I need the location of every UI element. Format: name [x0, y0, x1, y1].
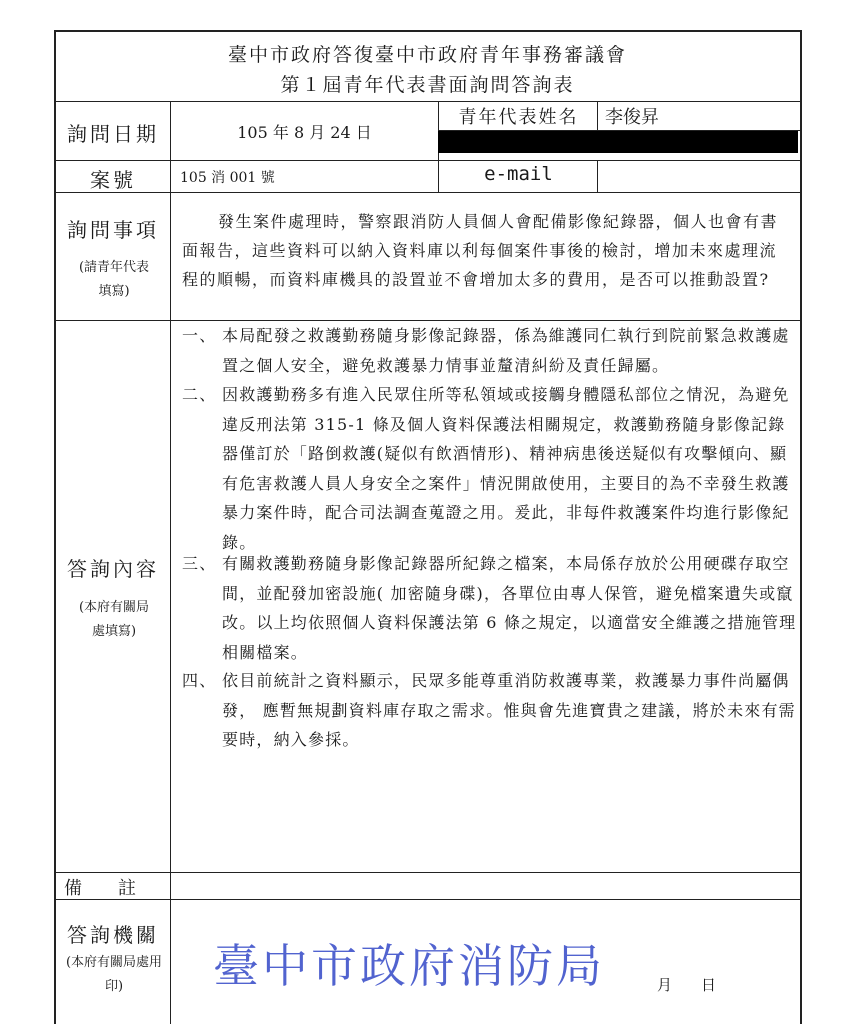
row-line: [54, 101, 802, 102]
answer-item-number: 四、: [182, 671, 217, 690]
rep-name-label: 青年代表姓名: [458, 107, 579, 128]
case-no-value: 105 消 001 號: [180, 170, 275, 186]
answer-item-text: 因救護勤務多有進入民眾住所等私領域或接觸身體隱私部位之情況，為避免違反刑法第 315-1 條及個人資料保護法相關規定，救護勤務隨身影像記錄器僅訂於「路倒救護(疑似有飲酒情形)、精神病患後送疑似有攻擊傾向、顯有危害救護人員人身安全之案件」情況開啟使用，主要目的為不幸發生救護暴力案件時，配合司法調查蒐證之用。爰此，非每件救護案件均進行影像紀錄。: [222, 385, 790, 552]
row-line: [54, 872, 802, 873]
answer-item: [182, 549, 802, 667]
answer-item-number: 一、: [182, 326, 217, 345]
row-line: [54, 899, 802, 900]
col-line: [597, 101, 598, 130]
answer-item-number: 三、: [182, 554, 217, 573]
answer-item: [182, 321, 802, 380]
answer-item: [182, 380, 802, 557]
answer-item: [182, 666, 802, 755]
answer-label: 答詢內容: [67, 557, 159, 581]
answer-sub-label: (本府有關局處填寫): [78, 600, 150, 639]
inquiry-date-label: 詢問日期: [67, 122, 159, 146]
inquiry-sub-label: (請青年代表填寫): [78, 260, 150, 299]
form-title-line2: 第１屆青年代表書面詢問答詢表: [280, 74, 575, 96]
date-day: 日: [701, 976, 717, 994]
email-label: e-mail: [484, 163, 553, 185]
answer-item-text: 有關救護勤務隨身影像記錄器所紀錄之檔案，本局係存放於公用硬碟存取空間，並配發加密設施( 加密隨身碟)，各單位由專人保管，避免檔案遺失或竄改。以上均依照個人資料保護法第 6 條之規定，以適當安全維護之措施管理相關檔案。: [222, 554, 797, 662]
case-no-label: 案號: [90, 168, 136, 192]
answer-item-number: 二、: [182, 385, 217, 404]
form-title-line1: 臺中市政府答復臺中市政府青年事務審議會: [227, 44, 627, 66]
answer-item-text: 本局配發之救護勤務隨身影像記錄器，係為維護同仁執行到院前緊急救護處置之個人安全，避免救護暴力情事並釐清糾紛及責任歸屬。: [222, 326, 790, 375]
rep-name-value: 李俊昇: [605, 107, 659, 128]
answer-item-text: 依目前統計之資料顯示，民眾多能尊重消防救護專業，救護暴力事件尚屬偶發， 應暫無規劃資料庫存取之需求。惟與會先進寶貴之建議，將於未來有需要時，納入參採。: [222, 671, 796, 749]
redaction-bar: [438, 131, 798, 153]
col-line: [597, 160, 598, 192]
agency-label: 答詢機關: [67, 923, 159, 947]
border-top: [54, 30, 802, 32]
inquiry-label: 詢問事項: [67, 218, 159, 242]
agency-sub-label: (本府有關局處用印): [65, 955, 163, 994]
col-line: [170, 101, 171, 1024]
inquiry-text: 發生案件處理時，警察跟消防人員個人會配備影像紀錄器，個人也會有書面報告，這些資料可以納入資料庫以利每個案件事後的檢討，增加未來處理流程的順暢，而資料庫機具的設置並不會增加太多的費用，是否可以推動設置?: [182, 212, 779, 289]
agency-stamp: 臺中市政府消防局: [213, 939, 605, 993]
inquiry-date-value: 105 年 8 月 24 日: [237, 123, 372, 142]
row-line: [54, 160, 802, 161]
date-month: 月: [657, 976, 673, 994]
remarks-label: 備 註: [64, 878, 136, 899]
